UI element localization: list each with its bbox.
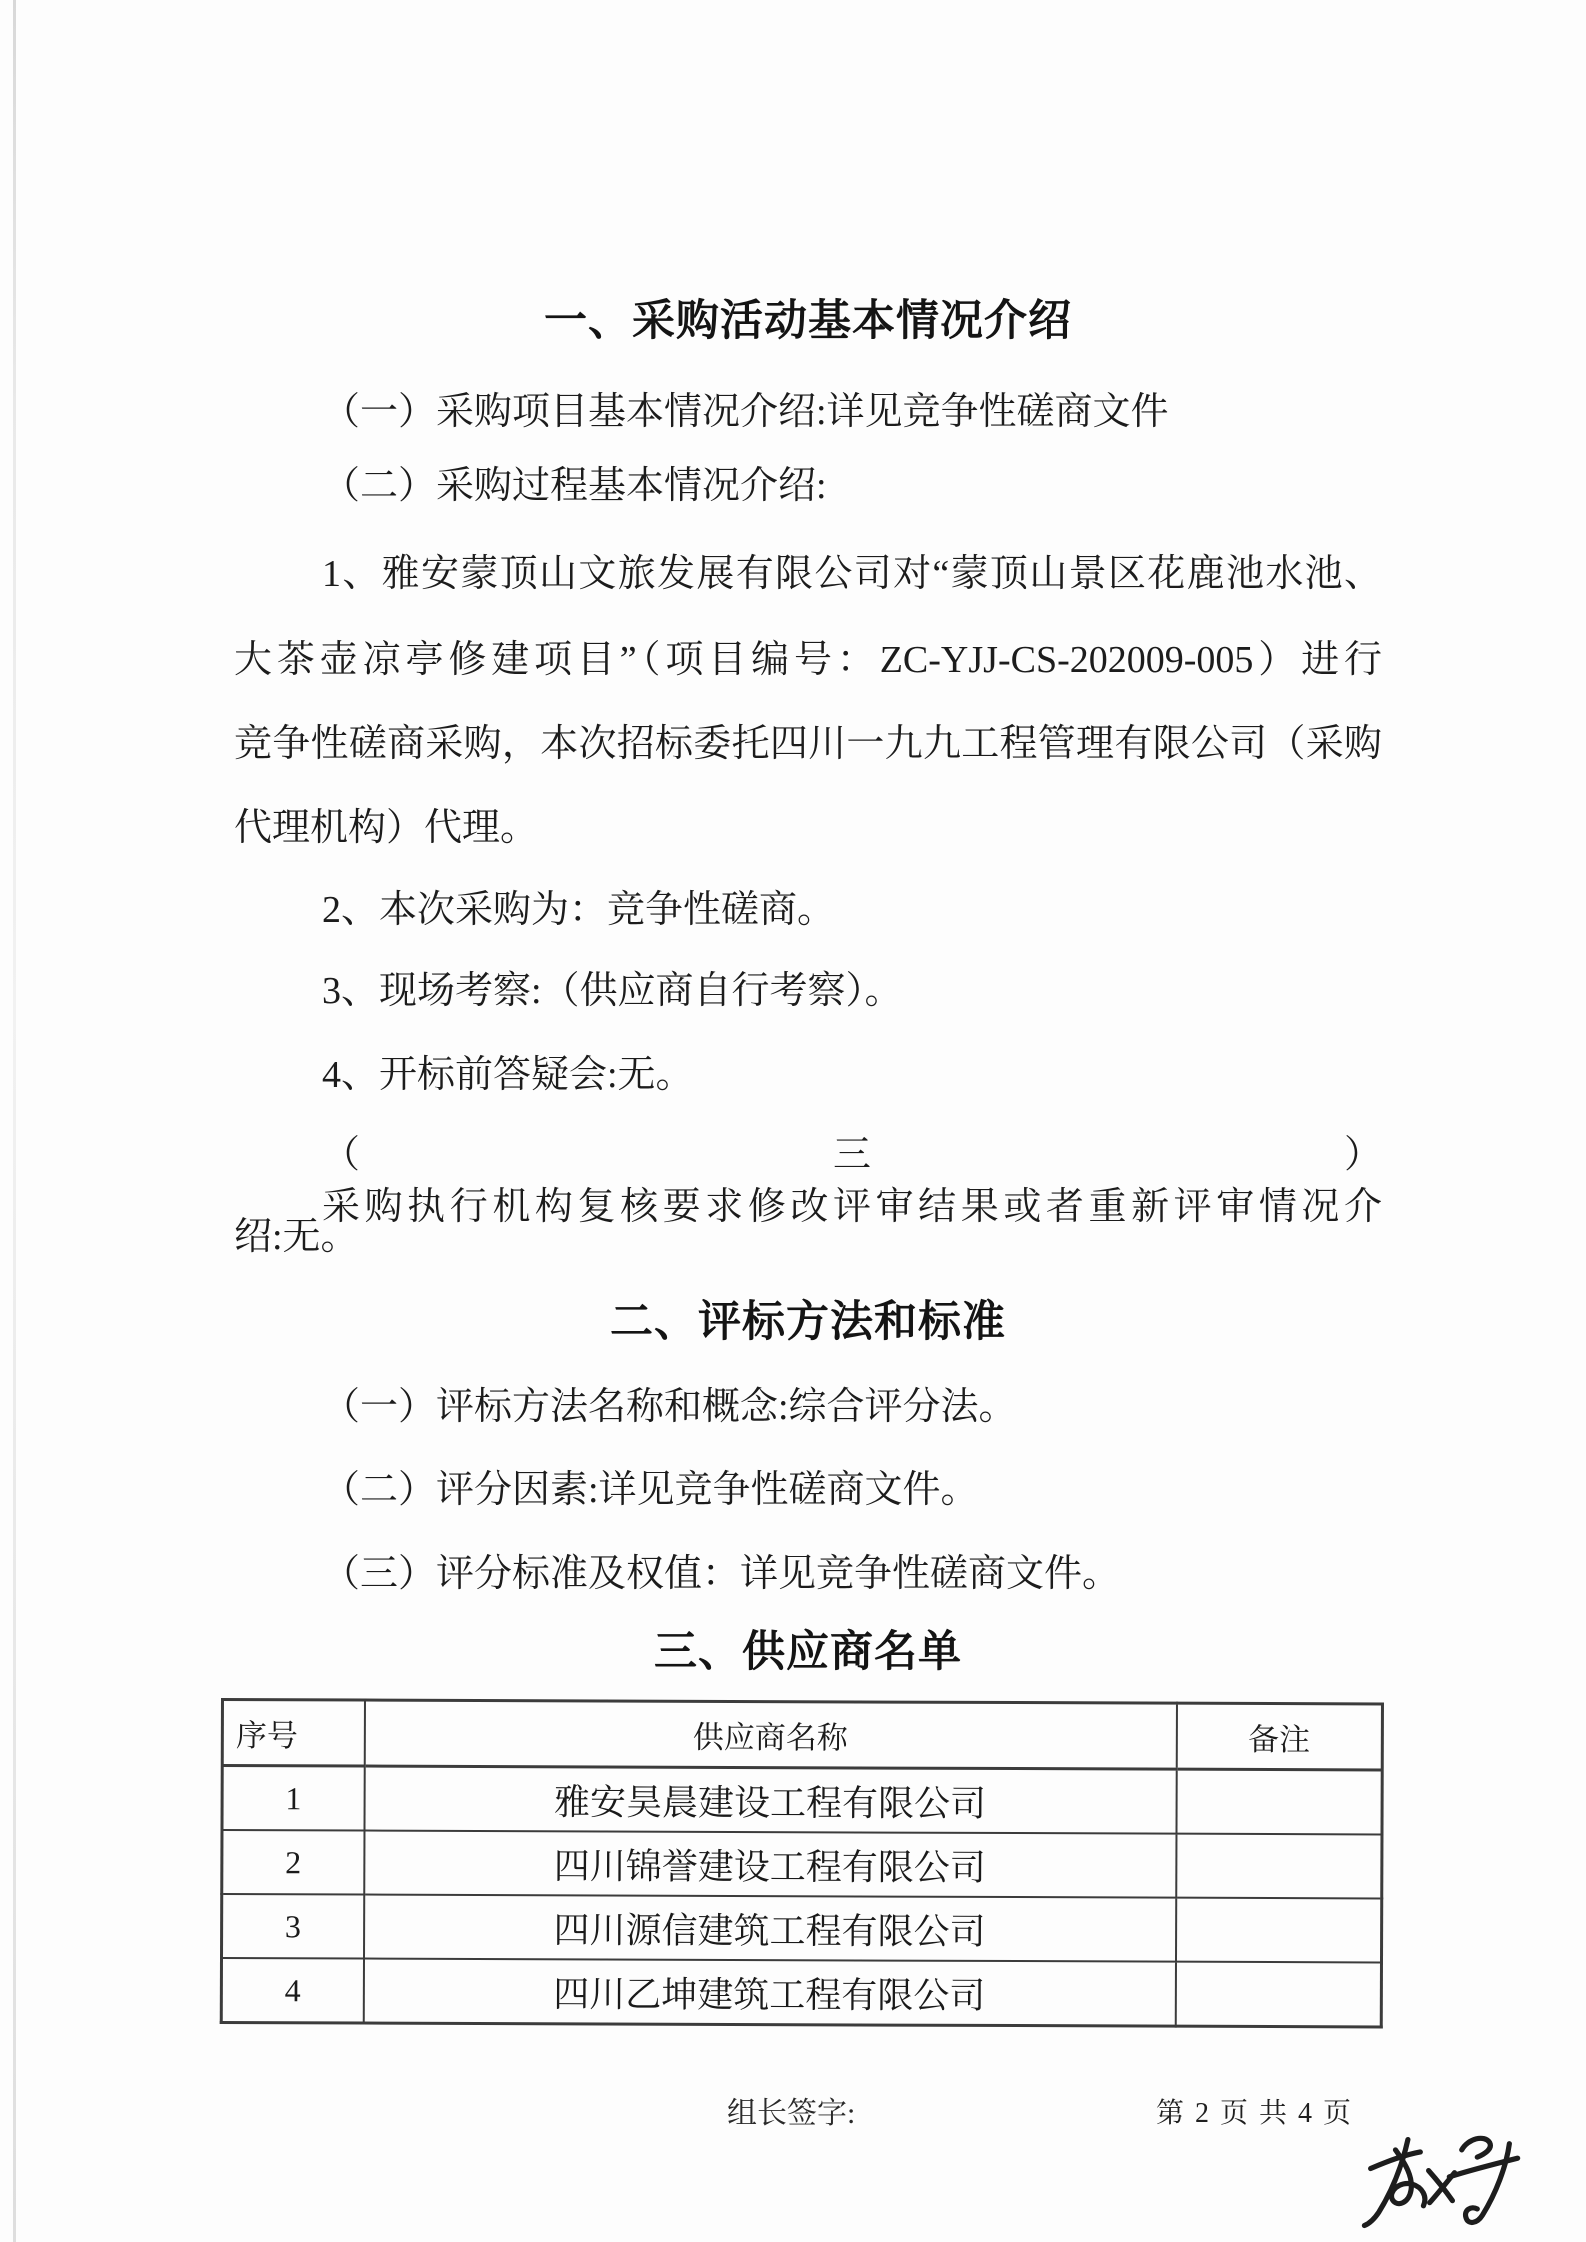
supplier-name: 四川乙坤建筑工程有限公司	[363, 1959, 1175, 2027]
col-header-index: 序号	[222, 1700, 364, 1767]
scan-edge-artifact	[13, 0, 16, 2242]
suppliers-table	[220, 1698, 1384, 2028]
remark-cell	[1176, 1834, 1382, 1899]
paragraph-item1-line4: 代理机构）代理。	[234, 807, 539, 849]
section2-heading: 二、评标方法和标准	[610, 1299, 1006, 1346]
row-index: 2	[222, 1830, 364, 1895]
paragraph-project-intro: （一）采购项目基本情况介绍:详见竞争性磋商文件	[322, 391, 1169, 433]
paragraph-review-line2: 绍:无。	[234, 1216, 359, 1258]
table-row	[221, 1958, 1381, 2027]
paragraph-item3: 3、现场考察:（供应商自行考察）。	[322, 970, 903, 1012]
paragraph-eval-factors: （二）评分因素:详见竞争性磋商文件。	[322, 1469, 979, 1511]
section3-heading: 三、供应商名单	[654, 1629, 962, 1676]
section1-heading: 一、采购活动基本情况介绍	[544, 298, 1072, 345]
row-index: 4	[221, 1958, 363, 2023]
paragraph-process-intro: （二）采购过程基本情况介绍:	[322, 465, 827, 507]
suppliers-table-wrap	[220, 1698, 1381, 2028]
row-index: 1	[222, 1766, 364, 1831]
table-row	[222, 1830, 1382, 1898]
supplier-name: 四川源信建筑工程有限公司	[364, 1895, 1176, 1962]
table-row	[222, 1894, 1382, 1962]
paragraph-item1-line3: 竞争性磋商采购，本次招标委托四川一九九工程管理有限公司（采购	[234, 723, 1382, 765]
supplier-name: 四川锦誉建设工程有限公司	[364, 1831, 1176, 1898]
col-header-remark: 备注	[1176, 1703, 1382, 1770]
supplier-name: 雅安昊晨建设工程有限公司	[364, 1766, 1176, 1834]
paragraph-review-line1: （三）采购执行机构复核要求修改评审结果或者重新评审情况介	[322, 1134, 1382, 1228]
handwritten-signature	[1352, 2124, 1528, 2240]
paragraph-eval-standard: （三）评分标准及权值：详见竞争性磋商文件。	[322, 1553, 1121, 1595]
remark-cell	[1175, 1898, 1381, 1963]
row-index: 3	[222, 1894, 364, 1959]
paragraph-item1-line2: 大茶壶凉亭修建项目”（项目编号：ZC-YJJ-CS-202009-005）进行	[234, 639, 1382, 681]
leader-signature-label: 组长签字:	[727, 2097, 856, 2130]
table-row	[222, 1766, 1382, 1835]
remark-cell	[1175, 1962, 1381, 2027]
paragraph-item2: 2、本次采购为：竞争性磋商。	[322, 889, 836, 931]
paragraph-eval-method: （一）评标方法名称和概念:综合评分法。	[322, 1386, 1017, 1428]
paragraph-item4: 4、开标前答疑会:无。	[322, 1054, 694, 1096]
page-number: 第 2 页 共 4 页	[1156, 2098, 1354, 2129]
remark-cell	[1176, 1769, 1382, 1834]
paragraph-item1-line1: 1、雅安蒙顶山文旅发展有限公司对“蒙顶山景区花鹿池水池、	[322, 553, 1382, 595]
table-header-row	[222, 1700, 1382, 1770]
col-header-supplier-name: 供应商名称	[364, 1700, 1176, 1769]
